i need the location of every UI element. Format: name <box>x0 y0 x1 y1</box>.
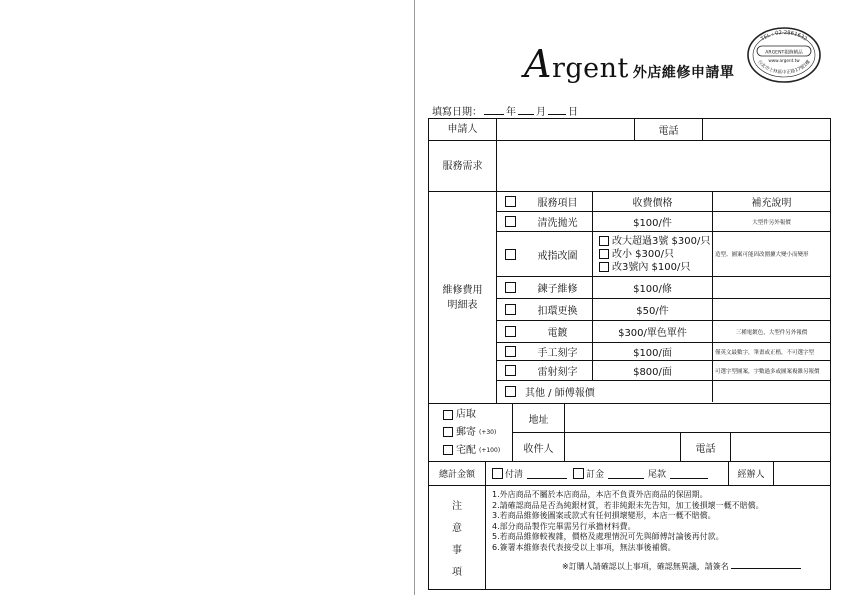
polish-name: 清洗拋光 <box>523 212 593 231</box>
clasp-checkbox[interactable] <box>505 304 516 315</box>
deposit-checkbox[interactable] <box>573 468 584 479</box>
ring-resize-checkbox[interactable] <box>505 249 516 260</box>
store-stamp <box>746 26 822 84</box>
ring-shrink-checkbox[interactable] <box>599 249 609 259</box>
clasp-name: 扣環更換 <box>523 299 593 320</box>
repair-form <box>428 118 831 590</box>
stamp-url: www.argent.tw <box>768 58 800 63</box>
delivery-options <box>429 404 513 461</box>
clasp-price: $50/件 <box>593 299 713 320</box>
total-row <box>429 462 830 486</box>
fee-table-label-1: 維修費用 <box>442 284 483 296</box>
fee-table-header <box>497 192 830 212</box>
fee-row-plating <box>497 321 830 343</box>
hand-engrave-checkbox[interactable] <box>505 346 516 357</box>
fee-row-polish <box>497 212 830 232</box>
notes-label-char-3: 事 <box>452 544 462 556</box>
paid-blank[interactable] <box>527 469 567 479</box>
fee-row-clasp <box>497 299 830 321</box>
polish-note: 大型件另外報價 <box>752 219 791 226</box>
chain-note <box>713 277 830 298</box>
clasp-note <box>713 299 830 320</box>
day-label: 日 <box>568 107 578 118</box>
note-item: 2.請確認商品是否為純銀材質，若非純銀未先告知，加工後損壞一概不賠償。 <box>492 500 764 510</box>
delivery-phone-input[interactable] <box>731 433 830 461</box>
notes-label-char-1: 注 <box>452 501 462 513</box>
applicant-phone-input[interactable] <box>703 119 830 140</box>
ring-small-adjust-checkbox[interactable] <box>599 262 609 272</box>
brand-header <box>524 42 735 86</box>
fee-row-chain <box>497 277 830 299</box>
handler-input[interactable] <box>774 462 830 485</box>
chain-name: 鍊子維修 <box>523 277 593 298</box>
header-note: 補充說明 <box>751 198 792 209</box>
plating-name: 電鍍 <box>523 321 593 342</box>
recipient-label: 收件人 <box>513 433 565 461</box>
note-item: 4.部分商品製作完畢需另行承擔材料費。 <box>492 521 636 531</box>
service-need-label: 服務需求 <box>429 141 497 191</box>
mail-fee: (+30) <box>479 428 497 436</box>
day-blank[interactable] <box>548 105 566 115</box>
mail-checkbox[interactable] <box>443 427 453 437</box>
fee-table-row <box>429 192 830 404</box>
service-need-row <box>429 141 830 192</box>
notes-label-char-4: 項 <box>452 566 462 578</box>
other-checkbox[interactable] <box>505 386 516 397</box>
month-blank[interactable] <box>518 105 534 115</box>
signature-line <box>562 559 824 573</box>
argent-logo: Argent <box>524 42 629 86</box>
header-price: 收費價格 <box>593 192 713 211</box>
deposit-label: 訂金 <box>586 470 605 480</box>
other-label: 其他 / 師傅報價 <box>523 381 713 402</box>
notes-row <box>429 486 830 589</box>
month-label: 月 <box>536 107 546 118</box>
chain-checkbox[interactable] <box>505 282 516 293</box>
ring-shrink-label: 改小 $300/只 <box>612 248 674 260</box>
form-title: 外店維修申請單 <box>632 65 735 81</box>
pickup-label: 店取 <box>456 409 476 421</box>
paid-checkbox[interactable] <box>492 468 503 479</box>
stamp-tel: TEL : 02-2861632 <box>759 29 808 43</box>
year-blank[interactable] <box>484 105 504 115</box>
fold-line <box>414 0 415 595</box>
chain-price: $100/條 <box>593 277 713 298</box>
polish-checkbox[interactable] <box>505 216 516 227</box>
header-item: 服務項目 <box>523 192 593 211</box>
delivery-row <box>429 404 830 462</box>
address-label: 地址 <box>513 404 565 432</box>
ring-resize-note: 造型、圖案可能因改圍擴大變小而變形 <box>715 252 809 258</box>
ring-enlarge-label: 改大超過3號 $300/只 <box>612 235 711 247</box>
paid-label: 付清 <box>505 470 524 480</box>
laser-engrave-checkbox[interactable] <box>505 365 516 376</box>
laser-engrave-price: $800/面 <box>593 361 713 380</box>
notes-label-char-2: 意 <box>452 523 462 535</box>
plating-price: $300/單色單件 <box>593 321 713 342</box>
fee-table <box>497 192 830 403</box>
stamp-name: ARGENT銀飾精品 <box>765 50 803 56</box>
delivery-details <box>513 404 830 461</box>
home-delivery-fee: (+100) <box>479 446 501 454</box>
signature-blank[interactable] <box>731 559 801 569</box>
applicant-phone-label: 電話 <box>635 119 703 140</box>
year-label: 年 <box>506 107 516 118</box>
ring-small-adjust-label: 改3號內 $100/只 <box>612 261 691 273</box>
note-item: 3.若商品維修後圖案或款式有任何損壞變形，本店一概不賠償。 <box>492 511 716 521</box>
note-item: 5.若商品維修較複雜，價格及處理情況可先與師傅討論後再付款。 <box>492 532 724 542</box>
applicant-row <box>429 119 830 141</box>
signature-label: ※訂購人請確認以上事項，確認無異議，請簽名 <box>562 561 729 571</box>
mail-label: 郵寄 <box>456 426 476 438</box>
hand-engrave-price: $100/面 <box>593 343 713 360</box>
applicant-label: 申請人 <box>429 119 497 140</box>
plating-note: 三種電鍍色，大型件另外報價 <box>735 329 808 336</box>
laser-engrave-note: 可選字型圖案，字數過多或圖案複雜另報價 <box>715 368 820 375</box>
note-item: 1.外店商品不屬於本店商品，本店不負責外店商品的保固期。 <box>492 490 708 499</box>
total-label: 總計金額 <box>429 462 486 485</box>
plating-checkbox[interactable] <box>505 326 516 337</box>
payment-options <box>486 462 729 485</box>
delivery-phone-label: 電話 <box>681 433 731 461</box>
note-item: 6.簽署本維修表代表接受以上事項，無法事後補償。 <box>492 542 676 552</box>
ring-resize-name: 戒指改圍 <box>523 232 593 276</box>
handler-label: 經辦人 <box>729 462 774 485</box>
home-delivery-checkbox[interactable] <box>443 445 453 455</box>
ring-enlarge-checkbox[interactable] <box>599 236 609 246</box>
hand-engrave-name: 手工刻字 <box>523 343 593 360</box>
laser-engrave-name: 雷射刻字 <box>523 361 593 380</box>
home-delivery-label: 宅配 <box>456 444 476 456</box>
stamp-address: 台北市士林區中正路17號1樓 <box>756 59 812 76</box>
notes-list <box>486 486 830 589</box>
hand-engrave-note: 僅英文最數字，筆畫或正楷，不可選字型 <box>715 349 815 356</box>
deposit-blank[interactable] <box>608 469 644 479</box>
fee-row-other <box>497 381 830 402</box>
applicant-input[interactable] <box>497 119 635 140</box>
balance-label: 尾款 <box>648 470 667 480</box>
fill-date <box>432 103 578 118</box>
ring-resize-options <box>593 232 713 276</box>
notes-label <box>429 486 486 589</box>
balance-blank[interactable] <box>670 469 708 479</box>
recipient-input[interactable] <box>565 433 681 461</box>
fee-row-ring-resize <box>497 232 830 277</box>
fee-row-laser-engrave <box>497 361 830 381</box>
header-checkbox <box>505 196 516 207</box>
fee-table-label <box>429 192 497 403</box>
fee-table-label-2: 明細表 <box>447 299 478 311</box>
address-input[interactable] <box>565 404 830 432</box>
pickup-checkbox[interactable] <box>443 410 453 420</box>
fee-row-hand-engrave <box>497 343 830 361</box>
polish-price: $100/件 <box>593 212 713 231</box>
other-note[interactable] <box>713 381 830 402</box>
service-need-input[interactable] <box>497 141 830 191</box>
fill-date-label: 填寫日期： <box>432 107 482 118</box>
